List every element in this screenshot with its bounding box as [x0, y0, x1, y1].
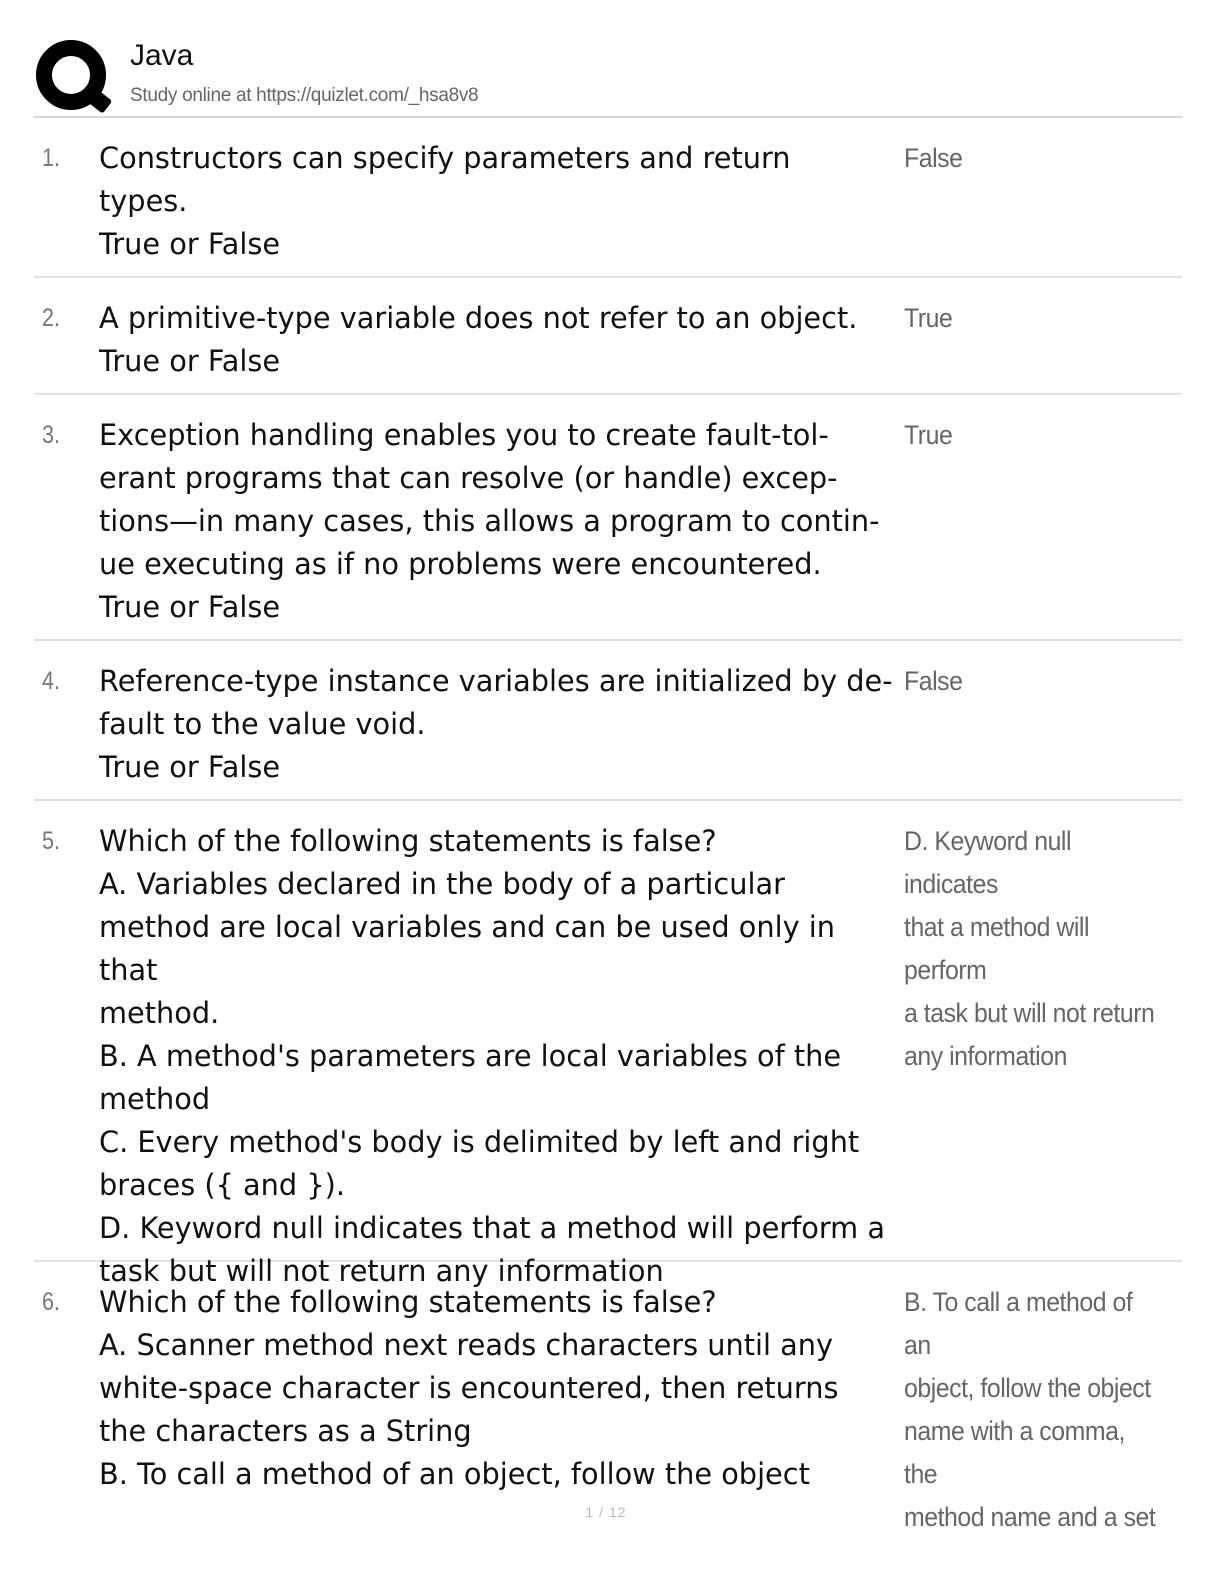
card-term: Which of the following statements is false? A. Scanner method next reads characters until any white-space character is encountered, then returns the characters as a String B. To call a method of an object, follow the object	[99, 1285, 839, 1491]
card-number: 4.	[42, 667, 60, 695]
flashcard	[34, 395, 1182, 641]
card-term: Which of the following statements is false? A. Variables declared in the body of a particular method are local variables and can be used only in that method. B. A method's parameters are local variables of the method C. Every method's body is delimited by left and right braces ({ and }). D. Keyword null indicates that a method will perform a task but will not return any information	[99, 824, 885, 1288]
card-number: 2.	[42, 304, 60, 332]
card-number: 6.	[42, 1288, 60, 1316]
card-number: 1.	[42, 144, 60, 172]
card-definition: True	[904, 303, 953, 333]
flashcard	[34, 278, 1182, 395]
study-online-link[interactable]: Study online at https://quizlet.com/_hsa8v8	[130, 85, 479, 106]
deck-title: Java	[130, 39, 194, 72]
card-definition: True	[904, 420, 953, 450]
card-definition: B. To call a method of an object, follow the object name with a comma, the method name and a set	[904, 1287, 1156, 1532]
card-definition: D. Keyword null indicates that a method will perform a task but will not return any information	[904, 826, 1155, 1071]
card-term: Reference-type instance variables are initialized by de- fault to the value void. True or False	[99, 664, 893, 784]
flashcard	[34, 118, 1182, 278]
card-number: 3.	[42, 421, 60, 449]
page-header	[34, 30, 1184, 116]
quizlet-logo-icon	[34, 38, 112, 116]
card-term: Constructors can specify parameters and return types. True or False	[99, 141, 791, 261]
page-number: 1 / 12	[585, 1504, 627, 1520]
card-number: 5.	[42, 827, 60, 855]
flashcard	[34, 801, 1182, 1288]
card-definition: False	[904, 666, 963, 696]
flashcard	[34, 641, 1182, 801]
card-term: Exception handling enables you to create fault-tol- erant programs that can resolve (or handle) excep- tions—in many cases, this allows a program to contin- ue executing as if no problems were encountered. True or False	[99, 418, 880, 624]
card-term: A primitive-type variable does not refer to an object. True or False	[99, 301, 858, 378]
card-definition: False	[904, 143, 963, 173]
